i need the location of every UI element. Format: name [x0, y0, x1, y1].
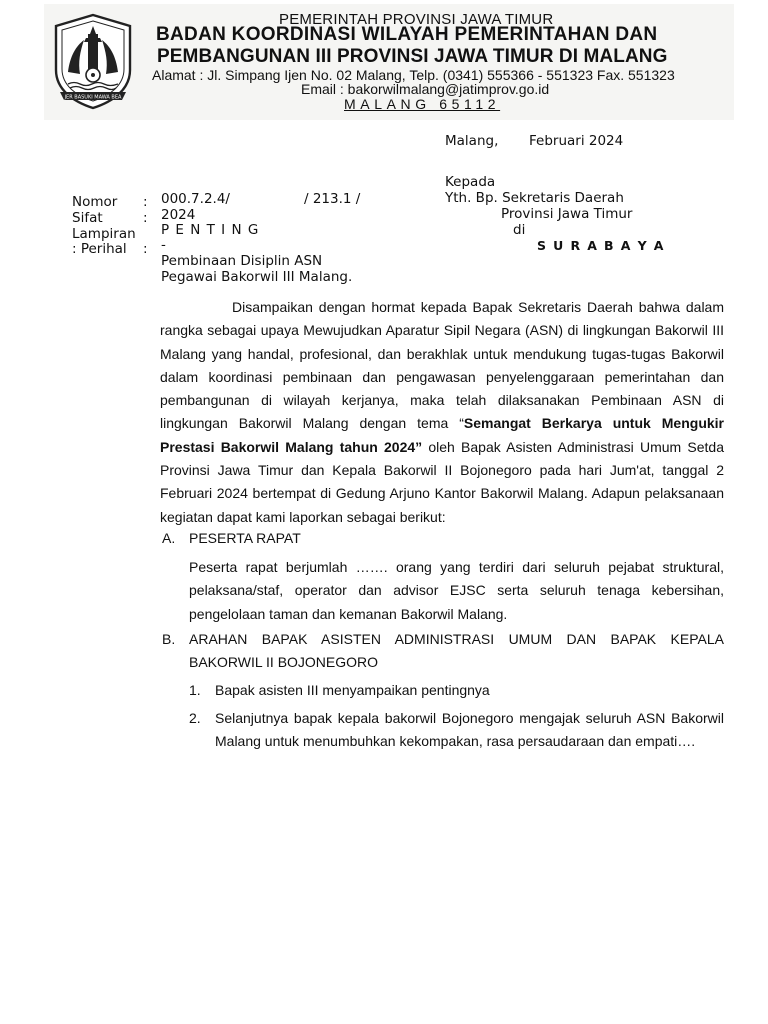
sifat-label: Sifat — [72, 210, 103, 226]
section-b-title: ARAHAN BAPAK ASISTEN ADMINISTRASI UMUM DAN BAPAK KEPALA BAKORWIL II BOJONEGORO — [189, 631, 724, 671]
east-java-seal-icon — [50, 12, 136, 110]
letterhead-agency-line1: BADAN KOORDINASI WILAYAH PEMERINTAHAN DAN — [156, 24, 658, 45]
recipient-city: S U R A B A Y A — [537, 238, 665, 253]
recipient-line2: Provinsi Jawa Timur — [501, 206, 633, 222]
letterhead-government: PEMERINTAH PROVINSI JAWA TIMUR — [279, 11, 554, 28]
section-a-label: A. — [162, 530, 176, 546]
recipient-kepada: Kepada — [445, 174, 496, 190]
item-2-text: Selanjutnya bapak kepala bakorwil Bojonegoro mengajak seluruh ASN Bakorwil Malang untuk menumbuhkan kekompakan, rasa persaudaraan dan empati…. — [215, 710, 724, 750]
nomor-label: Nomor — [72, 194, 118, 210]
item-1-text: Bapak asisten III menyampaikan pentingnya — [215, 682, 490, 698]
letterhead-email: Email : bakorwilmalang@jatimprov.go.id — [301, 81, 550, 97]
section-a-title: PESERTA RAPAT — [189, 530, 301, 546]
nomor-value-part2: / 213.1 / — [304, 191, 361, 207]
nomor-value-part1: 000.7.2.4/ — [161, 191, 230, 207]
sifat-colon: : — [143, 210, 148, 226]
perihal-label: : Perihal — [72, 241, 127, 257]
recipient-di: di — [513, 222, 526, 238]
lampiran-value: - — [161, 237, 166, 253]
nomor-value-year: 2024 — [161, 207, 196, 223]
date-city: Malang, — [445, 133, 499, 149]
nomor-colon: : — [143, 194, 148, 210]
date-value: Februari 2024 — [529, 133, 624, 149]
letterhead-agency-line2: PEMBANGUNAN III PROVINSI JAWA TIMUR DI MALANG — [157, 46, 668, 67]
letterhead-city: MALANG 65112 — [344, 96, 501, 112]
intro-theme: Semangat Berkarya untuk Mengukir Prestasi Bakorwil Malang tahun 2024” — [160, 415, 724, 455]
item-1-label: 1. — [189, 682, 201, 698]
recipient-line1: Yth. Bp. Sekretaris Daerah — [445, 190, 624, 206]
seal-motto: JER BASUKI MAWA BEA — [64, 94, 122, 101]
intro-paragraph — [160, 296, 724, 529]
letterhead-address: Alamat : Jl. Simpang Ijen No. 02 Malang, Telp. (0341) 555366 - 551323 Fax. 551323 — [152, 67, 675, 83]
sifat-value: P E N T I N G — [161, 222, 260, 238]
perihal-line1: Pembinaan Disiplin ASN — [161, 253, 323, 269]
perihal-line2: Pegawai Bakorwil III Malang. — [161, 269, 353, 285]
perihal-colon: : — [143, 241, 148, 257]
intro-text-part2: oleh Bapak Asisten Administrasi Umum Setda Provinsi Jawa Timur dan Kepala Bakorwil II Bojonegoro pada hari Jum'at, tanggal 2 Februari 2024 bertempat di Gedung Arjuno Kantor Bakorwil Malang. Adapun pelaksanaan kegiatan dapat kami laporkan sebagai berikut: — [160, 438, 724, 525]
section-b-label: B. — [162, 631, 176, 647]
intro-text-part1: Disampaikan dengan hormat kepada Bapak Sekretaris Daerah bahwa dalam rangka sebagai upaya Mewujudkan Aparatur Sipil Negara (ASN) di lingkungan Bakorwil III Malang yang handal, profesional, dan berakhlak untuk mendukung tugas-tugas Bakorwil dalam koordinasi pembinaan dan pengawasan penyelenggaraan pemerintahan dan pembangunan di wilayah kerjanya, maka telah dilaksanakan Pembinaan ASN di lingkungan Bakorwil Malang dengan tema “ — [160, 299, 724, 432]
section-a-text: Peserta rapat berjumlah ……. orang yang terdiri dari seluruh pejabat struktural, pelaksana/staf, operator dan advisor EJSC serta seluruh tenaga kebersihan, pengelolaan taman dan kemanan Bakorwil Malang. — [189, 559, 724, 622]
item-2-label: 2. — [189, 710, 201, 726]
lampiran-label: Lampiran — [72, 226, 136, 242]
